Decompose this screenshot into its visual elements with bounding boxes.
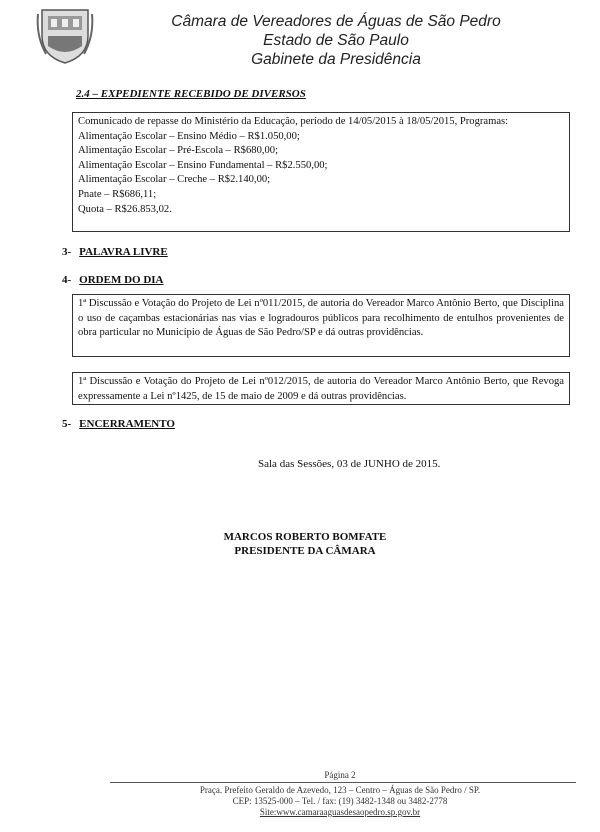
footer-contact: CEP: 13525-000 – Tel. / fax: (19) 3482-1348 ou 3482-2778 xyxy=(232,796,448,806)
section-5-title: ENCERRAMENTO xyxy=(79,418,175,430)
received-line: Alimentação Escolar – Creche – R$2.140,00; xyxy=(78,174,271,186)
chamber-name: Câmara de Vereadores de Águas de São Pedro xyxy=(171,13,501,30)
letterhead xyxy=(110,12,562,69)
footer xyxy=(120,770,560,818)
received-line: Alimentação Escolar – Ensino Fundamental – R$2.550,00; xyxy=(78,159,328,171)
coat-of-arms-icon xyxy=(36,6,94,66)
agenda-item-1: 1ª Discussão e Votação do Projeto de Lei nº011/2015, de autoria do Vereador Marco Antônio Berto, que Disciplina o uso de caçambas estacionárias nas vias e logradouros públicos para recolhimento de entulhos provenientes de obra particular no Município de Águas de São Pedro/SP e dá outras providências. xyxy=(72,294,570,357)
agenda-item-2: 1ª Discussão e Votação do Projeto de Lei nº012/2015, de autoria do Vereador Marco Antônio Berto, que Revoga expressamente a Lei nº1425, de 15 de maio de 2009 e dá outras providências. xyxy=(72,372,570,405)
office-name: Gabinete da Presidência xyxy=(251,51,421,68)
state-name: Estado de São Paulo xyxy=(263,32,409,49)
received-line: Quota – R$26.853,02. xyxy=(78,203,172,215)
session-date: Sala das Sessões, 03 de JUNHO de 2015. xyxy=(258,458,441,470)
section-3-heading xyxy=(62,246,168,258)
section-5-heading xyxy=(62,418,175,430)
signatory-role: PRESIDENTE DA CÂMARA xyxy=(234,545,376,557)
received-line: Alimentação Escolar – Ensino Médio – R$1.050,00; xyxy=(78,130,300,142)
section-2-4-title: 2.4 – EXPEDIENTE RECEBIDO DE DIVERSOS xyxy=(76,88,306,100)
page-number: Página 2 xyxy=(324,770,356,780)
received-line: Comunicado de repasse do Ministério da Educação, período de 14/05/2015 à 18/05/2015, Programas: xyxy=(78,116,509,127)
signature-block xyxy=(200,530,410,558)
section-4-heading xyxy=(62,274,164,286)
received-items-box xyxy=(72,112,570,232)
footer-address: Praça. Prefeito Geraldo de Azevedo, 123 – Centro – Águas de São Pedro / SP. xyxy=(199,785,481,795)
signatory-name: MARCOS ROBERTO BOMFATE xyxy=(223,531,387,543)
received-line: Pnate – R$686,11; xyxy=(78,188,157,200)
footer-site-link[interactable]: Site:www.camaraaguasdesaopedro.sp.gov.br xyxy=(259,807,421,817)
section-3-title: PALAVRA LIVRE xyxy=(79,246,168,258)
section-4-number: 4- xyxy=(62,274,72,286)
section-3-number: 3- xyxy=(62,246,72,258)
section-5-number: 5- xyxy=(62,418,72,430)
section-4-title: ORDEM DO DIA xyxy=(79,274,164,286)
received-line: Alimentação Escolar – Pré-Escola – R$680,00; xyxy=(78,145,279,157)
